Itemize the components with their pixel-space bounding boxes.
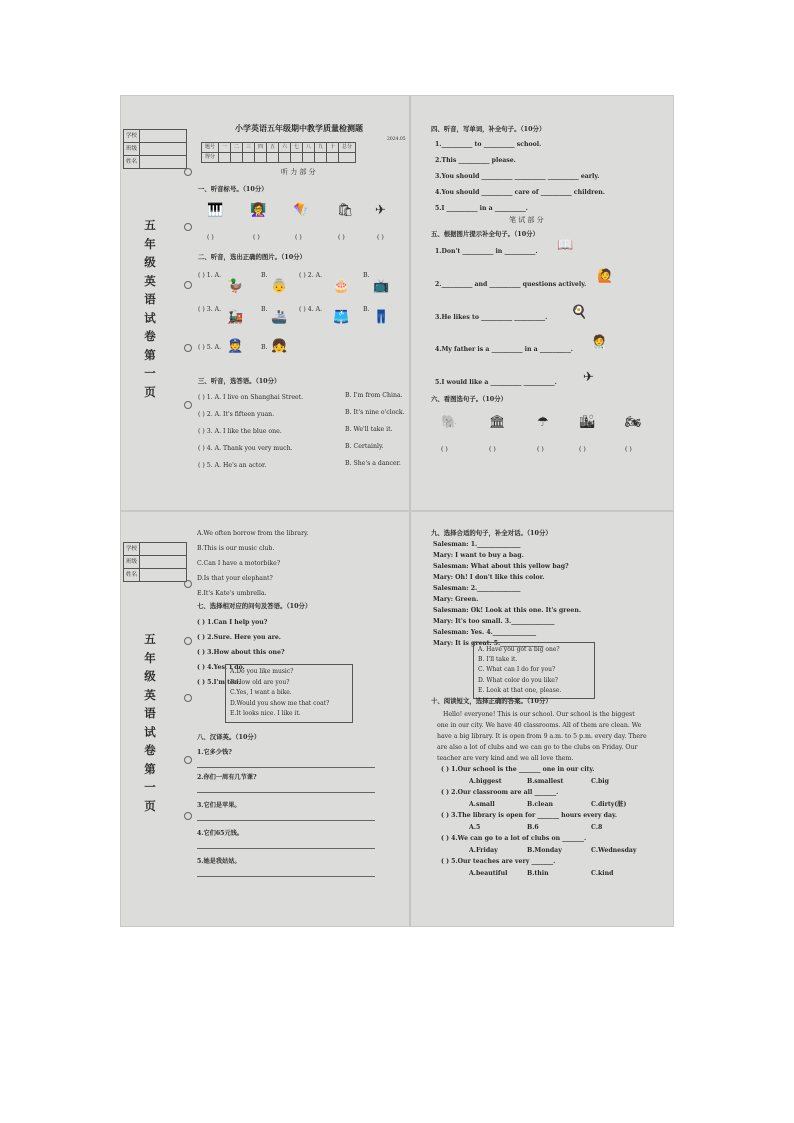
binding-hole <box>184 223 192 231</box>
score-header: 题号 <box>202 143 219 153</box>
plane-icon: ✈ <box>583 370 594 385</box>
question-text: ( ) 1.Our school is the _______ one in our city. <box>441 766 595 773</box>
spine-char: 级 <box>144 669 156 683</box>
passage-line: one in our city. We have 40 classrooms. All of them are clean. We <box>437 722 642 729</box>
option-text: C. What can I do for you? <box>478 666 556 674</box>
info-field <box>140 130 187 143</box>
kite-children-icon: 🪁 <box>293 203 310 218</box>
binding-hole <box>184 401 192 409</box>
info-label: 班级 <box>124 143 140 156</box>
score-cell <box>231 153 243 163</box>
question-text: ( ) 3. A. <box>198 306 222 313</box>
binding-hole <box>184 694 192 702</box>
option-b: B.clean <box>527 801 553 808</box>
cooking-icon: 🍳 <box>571 305 588 320</box>
police-officer-icon: 👮 <box>227 339 244 354</box>
option-text: A.Do you like music? <box>230 668 294 675</box>
question-text: 4.My father is a __________ in a __________. <box>435 346 573 353</box>
question-text: 2.你们一周有几节课? <box>197 774 257 781</box>
spine-label <box>141 630 159 815</box>
option-b: B.smallest <box>527 778 564 785</box>
spine-char: 第 <box>144 347 156 362</box>
written-heading: 笔 试 部 分 <box>509 216 544 224</box>
option-b: B. I'm from China. <box>345 392 403 399</box>
option-text: D.Is that your elephant? <box>197 575 273 582</box>
spine-char: 页 <box>144 798 156 813</box>
question-text: 4.它们65元钱。 <box>197 830 244 837</box>
section-5-heading: 五、根据图片提示补全句子。（10分） <box>431 230 539 238</box>
dialog-line: Salesman: What about this yellow bag? <box>433 563 569 570</box>
binding-hole <box>184 756 192 764</box>
spine-char: 英 <box>144 273 156 288</box>
option-b: B.6 <box>527 824 539 831</box>
option-text: E.It looks nice. I like it. <box>230 710 301 717</box>
question-text: ( ) 5. A. He's an actor. <box>198 462 267 469</box>
spine-char: 卷 <box>144 743 156 757</box>
info-field <box>140 143 187 156</box>
question-text: ( ) 5.I'm ten. <box>197 679 241 686</box>
option-text: C.Yes, I want a bike. <box>230 689 292 696</box>
binding-hole <box>184 812 192 820</box>
option-c: C.big <box>591 778 609 785</box>
spine-char: 英 <box>144 687 156 702</box>
score-header: 五 <box>267 143 279 153</box>
info-field <box>140 543 187 556</box>
option-a: A.Friday <box>469 847 498 854</box>
spine-char: 页 <box>144 384 156 399</box>
info-field <box>140 156 187 169</box>
exam-left-page-2 <box>121 512 409 926</box>
answer-line[interactable] <box>197 876 375 877</box>
binding-hole <box>184 580 192 588</box>
option-b: B.Monday <box>527 847 562 854</box>
question-text: ( ) 1. A. <box>198 272 222 279</box>
score-cell <box>339 153 356 163</box>
score-header: 四 <box>255 143 267 153</box>
dialog-line: Mary: Green. <box>433 596 479 603</box>
option-text: D. What color do you like? <box>478 676 558 684</box>
exam-right-page-1 <box>411 96 673 510</box>
question-text: 2.__________ and __________ questions actively. <box>435 281 587 288</box>
student-info-table <box>123 129 187 169</box>
question-text: ( ) 4.Yes, I do. <box>197 664 245 671</box>
section-2-heading: 二、听音，选出正确的图片。（10分） <box>198 253 306 261</box>
answer-line[interactable] <box>197 767 375 768</box>
question-text: ( ) 3.How about this one? <box>197 649 285 656</box>
option-b: B. <box>363 272 370 279</box>
date-note: 2024.05 <box>387 137 406 142</box>
spine-char: 年 <box>144 236 156 251</box>
doctor-icon: 🧑‍⚕️ <box>591 335 608 350</box>
dialog-line: Salesman: Ok! Look at this one. It's green. <box>433 607 581 614</box>
dialog-line: Mary: Oh! I don't like this color. <box>433 574 545 581</box>
info-field <box>140 556 187 569</box>
score-cell <box>315 153 327 163</box>
section-1-heading: 一、听音标号。（10分） <box>198 185 268 193</box>
question-text: 3.You should __________ __________ __________ early. <box>435 173 600 180</box>
trousers-icon: 👖 <box>373 310 390 325</box>
answer-bracket: ( ) <box>537 446 544 453</box>
exam-right-page-2 <box>411 512 673 926</box>
binding-hole <box>184 344 192 352</box>
question-text: 4.You should __________ care of __________ children. <box>435 189 605 196</box>
question-text: 1.__________ to __________ school. <box>435 141 542 148</box>
score-header: 七 <box>291 143 303 153</box>
question-text: ( ) 1. A. I live on Shanghai Street. <box>198 394 304 401</box>
info-label: 学校 <box>124 130 140 143</box>
info-label: 学校 <box>124 543 140 556</box>
student-info-table <box>123 542 187 582</box>
question-text: ( ) 2.Our classroom are all _______. <box>441 789 559 796</box>
question-text: ( ) 4. A. <box>299 306 323 313</box>
spine-char: 五 <box>144 632 156 646</box>
score-cell <box>255 153 267 163</box>
score-cell <box>267 153 279 163</box>
option-text: A.We often borrow from the library. <box>197 530 309 537</box>
score-table <box>201 142 356 163</box>
passage-line: teacher are very kind and we all love them. <box>437 755 574 762</box>
option-text: A. Have you got a big one? <box>478 646 560 653</box>
score-label: 得分 <box>202 153 219 163</box>
question-text: ( ) 4.We can go to a lot of clubs on _______. <box>441 835 587 842</box>
question-text: ( ) 2.Sure. Here you are. <box>197 634 281 641</box>
passage-line: Hello! everyone! This is our school. Our school is the biggest <box>443 711 635 718</box>
score-header: 十 <box>327 143 339 153</box>
option-b: B. <box>363 306 370 313</box>
option-text: B.This is our music club. <box>197 545 275 552</box>
airplane-icon: ✈ <box>375 203 386 218</box>
option-b: B. Certainly. <box>345 443 384 450</box>
score-header: 六 <box>279 143 291 153</box>
student-raising-hand-icon: 🙋 <box>597 269 614 284</box>
teacher-board-icon: 👩‍🏫 <box>250 203 267 218</box>
ship-icon: 🚢 <box>271 310 288 325</box>
score-header: 一 <box>219 143 231 153</box>
score-header: 三 <box>243 143 255 153</box>
spine-char: 语 <box>144 706 156 720</box>
question-text: ( ) 1.Can I help you? <box>197 619 268 626</box>
answer-line[interactable] <box>197 848 375 849</box>
piano-icon: 🎹 <box>207 203 224 218</box>
listening-heading: 听 力 部 分 <box>281 168 316 176</box>
score-cell <box>243 153 255 163</box>
spine-char: 一 <box>144 366 156 380</box>
score-header: 九 <box>315 143 327 153</box>
spine-char: 年 <box>144 650 156 665</box>
option-text: D.Would you show me that coat? <box>230 699 330 707</box>
answer-bracket: ( ) <box>441 446 448 453</box>
score-cell <box>219 153 231 163</box>
girl-reading-icon: 📖 <box>557 238 574 253</box>
info-field <box>140 569 187 582</box>
option-text: E. Look at that one, please. <box>478 686 562 694</box>
option-a: A.5 <box>469 824 481 831</box>
answer-bracket: ( ) <box>295 234 302 241</box>
score-header: 八 <box>303 143 315 153</box>
info-label: 姓名 <box>124 156 140 169</box>
option-text: E.It's Kate's umbrella. <box>197 590 267 597</box>
option-a: A.beautiful <box>469 870 508 877</box>
option-c: C.Wednesday <box>591 847 637 854</box>
section-9-heading: 九、选择合适的句子，补全对话。（10分） <box>431 529 552 537</box>
shopping-icon: 🛍 <box>337 203 354 218</box>
question-text: ( ) 5.Our teaches are very _______. <box>441 858 556 865</box>
score-cell <box>279 153 291 163</box>
option-text: B. I'll take it. <box>478 656 518 664</box>
binding-hole <box>184 637 192 645</box>
answer-bracket: ( ) <box>579 446 586 453</box>
score-cell <box>303 153 315 163</box>
library-icon: 🏛 <box>489 415 506 430</box>
answer-bracket: ( ) <box>625 446 632 453</box>
info-label: 姓名 <box>124 569 140 582</box>
option-text: C.Can I have a motorbike? <box>197 560 281 567</box>
question-text: ( ) 3. A. I like the blue one. <box>198 428 282 435</box>
option-text: B.How old are you? <box>230 678 290 686</box>
option-c: C.kind <box>591 870 614 877</box>
answer-bracket: ( ) <box>207 234 214 241</box>
question-text: ( ) 5. A. <box>198 344 222 351</box>
spine-label <box>141 216 159 401</box>
dialog-line: Salesman: 2.______________ <box>433 585 521 592</box>
dialog-line: Mary: I want to buy a bag. <box>433 552 524 559</box>
matching-options-box <box>225 664 353 723</box>
spine-char: 试 <box>144 724 156 739</box>
binding-hole <box>184 168 192 176</box>
answer-line[interactable] <box>197 820 375 821</box>
spine-char: 卷 <box>144 329 156 343</box>
answer-bracket: ( ) <box>253 234 260 241</box>
option-b: B. We'll take it. <box>345 426 393 433</box>
television-icon: 📺 <box>373 279 390 294</box>
score-header: 总分 <box>339 143 356 153</box>
question-text: ( ) 4. A. Thank you very much. <box>198 445 293 452</box>
info-label: 班级 <box>124 556 140 569</box>
dialog-line: Salesman: 1.______________ <box>433 541 521 548</box>
answer-bracket: ( ) <box>338 234 345 241</box>
section-10-heading: 十、阅读短文，选择正确的答案。（10分） <box>431 697 552 705</box>
old-woman-icon: 👵 <box>271 279 288 294</box>
section-6-heading: 六、看图选句子。（10分） <box>431 395 507 403</box>
question-text: 5.I would like a __________ __________. <box>435 379 557 386</box>
train-icon: 🚂 <box>227 310 244 325</box>
birthday-cake-icon: 🎂 <box>333 279 350 294</box>
question-text: 3.它们是苹果。 <box>197 802 241 809</box>
passage-line: have a big library. It is open from 9 a.m. to 5 p.m. every day. There <box>437 733 647 740</box>
dialog-line: Salesman: Yes. 4.______________ <box>433 629 537 636</box>
spine-char: 第 <box>144 761 156 776</box>
answer-bracket: ( ) <box>489 446 496 453</box>
option-a: A.biggest <box>469 778 502 785</box>
shorts-icon: 🩳 <box>333 310 350 325</box>
ducks-icon: 🦆 <box>227 279 244 294</box>
exam-title: 小学英语五年级期中教学质量检测题 <box>235 123 363 133</box>
score-header: 二 <box>231 143 243 153</box>
exam-photo-1 <box>121 96 673 510</box>
question-text: 1.它多少钱? <box>197 749 232 756</box>
question-text: ( ) 2. A. <box>299 272 323 279</box>
answer-bracket: ( ) <box>377 234 384 241</box>
spine-char: 一 <box>144 780 156 794</box>
question-text: 1.Don't __________ in __________. <box>435 248 538 255</box>
section-4-heading: 四、听音，写单词，补全句子。（10分） <box>431 125 546 133</box>
option-b: B. <box>261 272 268 279</box>
question-text: 3.He likes to __________ __________. <box>435 314 548 321</box>
spine-char: 五 <box>144 218 156 232</box>
option-b: B.thin <box>527 870 549 877</box>
girl-icon: 👧 <box>271 339 288 354</box>
answer-line[interactable] <box>197 792 375 793</box>
elephant-icon: 🐘 <box>441 415 458 430</box>
section-3-heading: 三、听音，选答语。（10分） <box>198 377 281 385</box>
question-text: 2.This __________ please. <box>435 157 516 164</box>
city-icon: 🏙 <box>579 415 596 430</box>
option-a: A.small <box>469 801 495 808</box>
dialog-line: Mary: It is great. 5.______________ <box>433 640 544 647</box>
passage-line: are also a lot of clubs and we can go to the clubs on Friday. Our <box>437 744 638 751</box>
option-c: C.8 <box>591 824 603 831</box>
option-b: B. She's a dancer. <box>345 460 401 467</box>
exam-left-page-1 <box>121 96 409 510</box>
score-cell <box>327 153 339 163</box>
dialog-line: Mary: It's too small. 3.______________ <box>433 618 555 625</box>
option-c: C.dirty(脏) <box>591 801 627 808</box>
option-b: B. <box>261 306 268 313</box>
question-text: ( ) 2. A. It's fifteen yuan. <box>198 411 275 418</box>
spine-char: 语 <box>144 292 156 306</box>
motorbike-icon: 🏍 <box>625 415 642 430</box>
spine-char: 试 <box>144 310 156 325</box>
dialog-options-box <box>473 642 595 699</box>
question-text: ( ) 3.The library is open for _______ hours every day. <box>441 812 618 819</box>
question-text: 5.I __________ in a __________. <box>435 205 528 212</box>
exam-photo-2 <box>121 512 673 926</box>
section-7-heading: 七、选择相对应的问句及答语。（10分） <box>197 602 312 610</box>
umbrella-icon: ☂ <box>537 415 549 430</box>
binding-hole <box>184 281 192 289</box>
section-8-heading: 八、汉译英。（10分） <box>197 733 261 741</box>
option-b: B. It's nine o'clock. <box>345 409 405 416</box>
spine-char: 级 <box>144 255 156 269</box>
option-b: B. <box>261 344 268 351</box>
question-text: 5.她是我姑姑。 <box>197 858 241 865</box>
score-cell <box>291 153 303 163</box>
